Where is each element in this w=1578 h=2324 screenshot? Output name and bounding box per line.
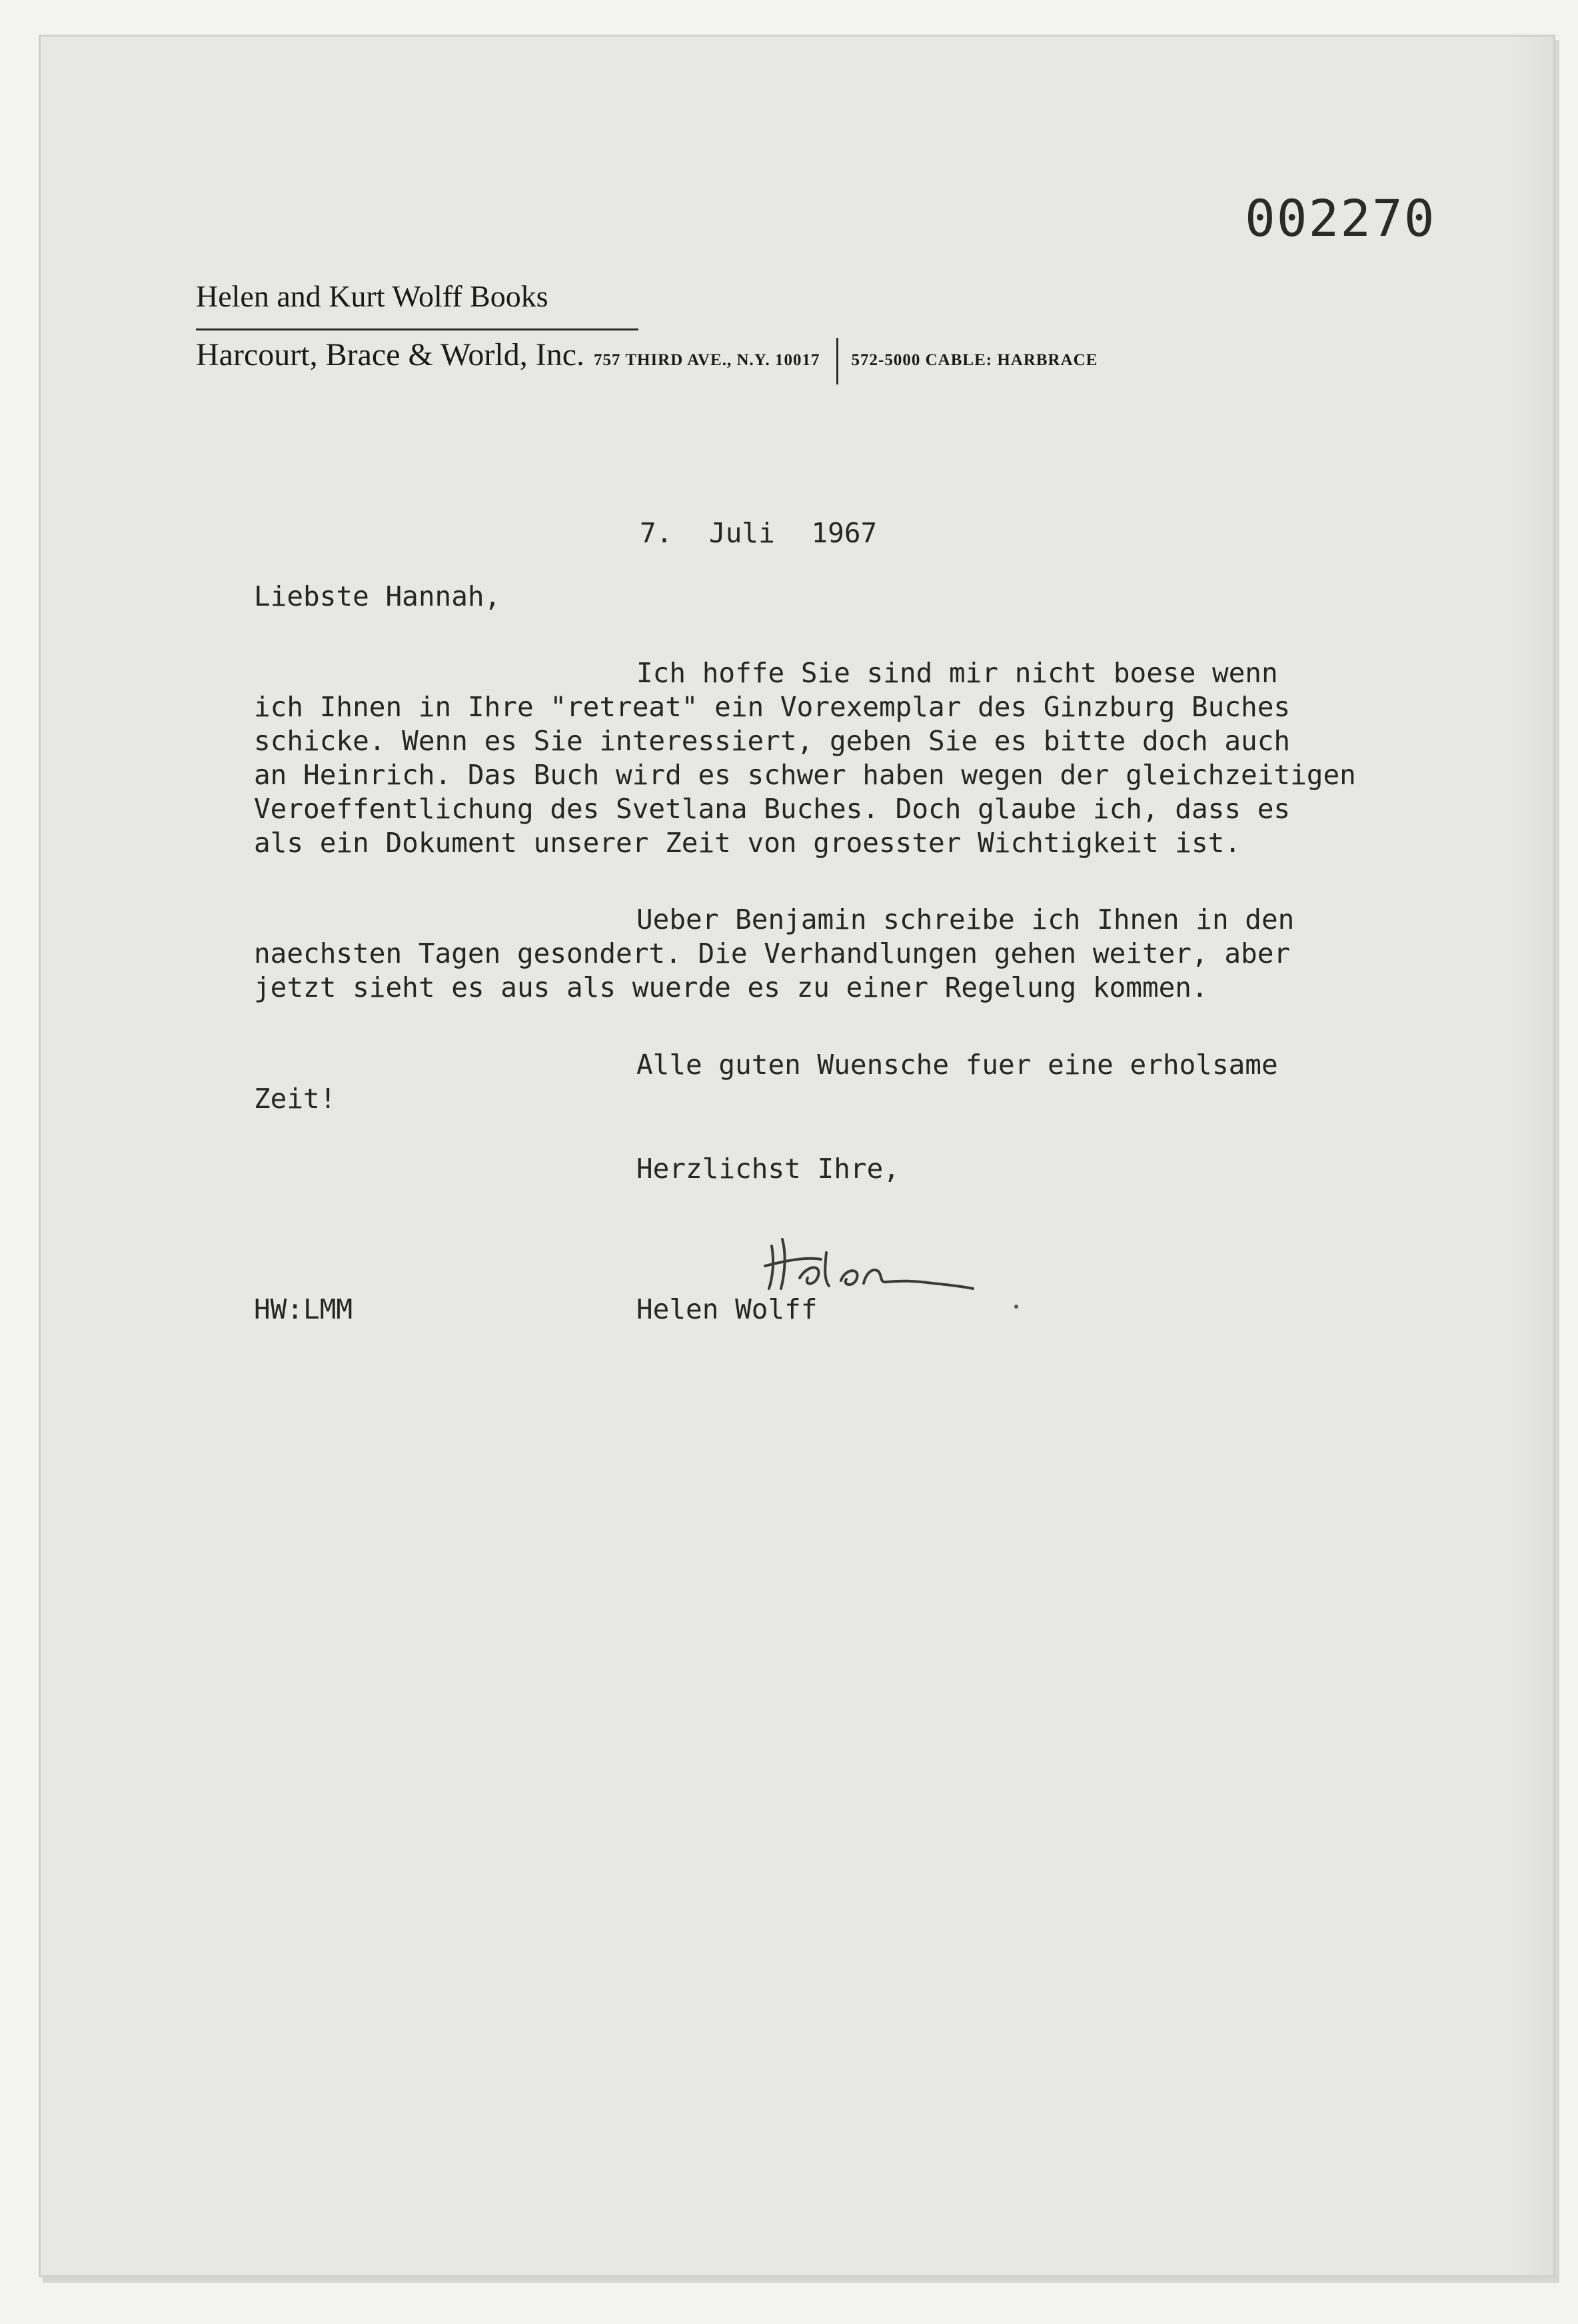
closing-wish: [254, 1048, 1278, 1116]
paragraph-1-line: als ein Dokument unserer Zeit von groesster Wichtigkeit ist.: [254, 827, 1241, 859]
letterhead-divider: [836, 338, 838, 384]
paragraph-1-line: ich Ihnen in Ihre "retreat" ein Vorexemplar des Ginzburg Buches: [254, 691, 1291, 723]
letterhead-publisher: Harcourt, Brace & World, Inc.: [196, 337, 585, 372]
letterhead-imprint: Helen and Kurt Wolff Books: [196, 279, 548, 313]
complimentary-close: Herzlichst Ihre,: [636, 1153, 900, 1185]
paragraph-1-line: Ich hoffe Sie sind mir nicht boese wenn: [636, 657, 1278, 689]
letterhead-rule: [196, 328, 638, 330]
closing-wish-line: Alle guten Wuensche fuer eine erholsame: [636, 1049, 1278, 1081]
paragraph-2-line: Ueber Benjamin schreibe ich Ihnen in den: [636, 903, 1295, 935]
letterhead-phone-cable: 572-5000 CABLE: HARBRACE: [851, 351, 1098, 369]
reference-initials: HW:LMM: [254, 1293, 353, 1325]
paragraph-2-line: jetzt sieht es aus als wuerde es zu einer Regelung kommen.: [254, 971, 1208, 1003]
ink-speck: [1014, 1305, 1018, 1309]
closing-wish-line: Zeit!: [254, 1083, 337, 1115]
handwritten-signature: [760, 1219, 980, 1299]
letterhead-address: 757 THIRD AVE., N.Y. 10017: [594, 351, 820, 369]
paragraph-2: [254, 903, 1294, 1005]
paragraph-2-line: naechsten Tagen gesondert. Die Verhandlungen gehen weiter, aber: [254, 937, 1291, 969]
paragraph-1-line: schicke. Wenn es Sie interessiert, geben Sie es bitte doch auch: [254, 725, 1291, 757]
paragraph-1-line: an Heinrich. Das Buch wird es schwer haben wegen der gleichzeitigen: [254, 759, 1356, 791]
letter-date: 7. Juli 1967: [640, 517, 878, 549]
letterhead-publisher-line: [196, 336, 1098, 386]
paragraph-1: [254, 656, 1356, 860]
paragraph-1-line: Veroeffentlichung des Svetlana Buches. Doch glaube ich, dass es: [254, 793, 1291, 825]
salutation: Liebste Hannah,: [254, 580, 501, 612]
page-shadow: [1513, 37, 1553, 2275]
typed-signature: Helen Wolff: [636, 1293, 818, 1325]
archive-number-stamp: 002270: [1245, 189, 1436, 248]
